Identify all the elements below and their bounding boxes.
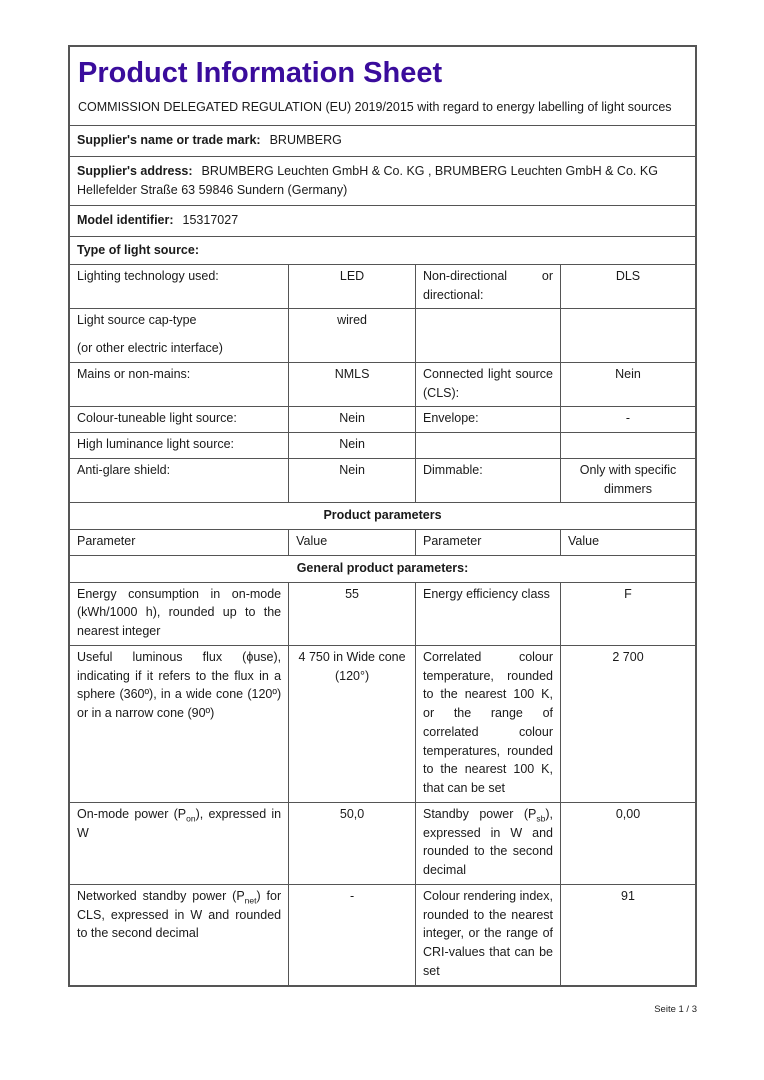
- directionality-value: DLS: [560, 264, 695, 309]
- on-mode-power-value: 50,0: [288, 802, 415, 884]
- col-header-parameter-2: Parameter: [415, 529, 560, 555]
- networked-standby-power-label-pre: Networked standby power (P: [77, 888, 245, 903]
- colour-tuneable-value: Nein: [288, 406, 415, 432]
- colour-rendering-index-value: 91: [560, 884, 695, 985]
- supplier-address-row: [70, 156, 695, 206]
- product-parameters-heading: Product parameters: [70, 502, 695, 529]
- dimmable-label: Dimmable:: [415, 458, 560, 503]
- envelope-value: -: [560, 406, 695, 432]
- correlated-colour-temperature-value: 2 700: [560, 645, 695, 802]
- energy-consumption-value: 55: [288, 582, 415, 645]
- cap-type-label-line2: (or other electric interface): [77, 341, 223, 355]
- supplier-name-label: Supplier's name or trade mark:: [77, 133, 261, 147]
- col-header-value-2: Value: [560, 529, 695, 555]
- anti-glare-value: Nein: [288, 458, 415, 503]
- energy-efficiency-class-value: F: [560, 582, 695, 645]
- cap-type-label-line1: Light source cap-type: [77, 313, 197, 328]
- page-title: Product Information Sheet: [78, 57, 443, 89]
- product-info-table: [68, 45, 697, 987]
- model-identifier-label: Model identifier:: [77, 213, 174, 228]
- col-header-parameter-1: Parameter: [70, 529, 288, 555]
- on-mode-power-label: [70, 802, 288, 884]
- on-mode-power-label-pre: On-mode power (P: [77, 806, 187, 821]
- energy-efficiency-class-label: Energy efficiency class: [415, 582, 560, 645]
- energy-consumption-label: Energy consumption in on-mode (kWh/1000 h), rounded up to the nearest integer: [70, 582, 288, 645]
- networked-standby-power-label: [70, 884, 288, 985]
- supplier-address-label: Supplier's address:: [77, 163, 193, 178]
- networked-standby-power-label-sub: net: [244, 895, 257, 906]
- model-identifier-row: [70, 205, 695, 236]
- colour-tuneable-label: Colour-tuneable light source:: [70, 406, 288, 432]
- model-identifier-value: 15317027: [182, 213, 239, 228]
- standby-power-value: 0,00: [560, 802, 695, 884]
- lighting-technology-value: LED: [288, 264, 415, 309]
- mains-label: Mains or non-mains:: [70, 362, 288, 407]
- correlated-colour-temperature-label: Correlated colour temperature, rounded to the nearest 100 K, or the range of correlated colour temperatures, rounded to the nearest 100 K, that can be set: [415, 645, 560, 802]
- anti-glare-label: Anti-glare shield:: [70, 458, 288, 503]
- dimmable-value: Only with specific dimmers: [560, 458, 695, 503]
- high-luminance-empty-value: [560, 432, 695, 458]
- supplier-address-value: BRUMBERG Leuchten GmbH & Co. KG , BRUMBERG Leuchten GmbH & Co. KG Hellefelder Straße 63 59846 Sundern (Germany): [77, 163, 658, 197]
- standby-power-label-post: ), expressed in W and rounded to the second decimal: [423, 806, 553, 877]
- useful-luminous-flux-value: 4 750 in Wide cone (120°): [288, 645, 415, 802]
- on-mode-power-label-post: ), expressed in W: [77, 806, 282, 840]
- general-product-parameters-heading: General product parameters:: [70, 555, 695, 582]
- networked-standby-power-label-post: ) for CLS, expressed in W and rounded to the second decimal: [77, 888, 282, 941]
- high-luminance-value: Nein: [288, 432, 415, 458]
- page-number: Seite 1 / 3: [654, 1004, 697, 1015]
- standby-power-label-sub: sb: [536, 813, 546, 824]
- cap-type-empty-label: [415, 308, 560, 362]
- cap-type-label: [70, 308, 288, 362]
- cap-type-empty-value: [560, 308, 695, 362]
- networked-standby-power-value: -: [288, 884, 415, 985]
- sheet-header: [70, 47, 695, 125]
- high-luminance-empty-label: [415, 432, 560, 458]
- connected-light-source-value: Nein: [560, 362, 695, 407]
- colour-rendering-index-label: Colour rendering index, rounded to the nearest integer, or the range of CRI-values that can be set: [415, 884, 560, 985]
- col-header-value-1: Value: [288, 529, 415, 555]
- useful-luminous-flux-label: Useful luminous flux (ϕuse), indicating if it refers to the flux in a sphere (360º), in a wide cone (120º) or in a narrow cone (90º): [70, 645, 288, 802]
- connected-light-source-label: Connected light source (CLS):: [415, 362, 560, 407]
- supplier-name-value: BRUMBERG: [269, 133, 342, 147]
- envelope-label: Envelope:: [415, 406, 560, 432]
- cap-type-value: wired: [288, 308, 415, 362]
- standby-power-label: [415, 802, 560, 884]
- regulation-subtitle: COMMISSION DELEGATED REGULATION (EU) 2019/2015 with regard to energy labelling of light sources: [78, 100, 672, 115]
- standby-power-label-pre: Standby power (P: [423, 806, 537, 821]
- mains-value: NMLS: [288, 362, 415, 407]
- type-of-light-source-heading: Type of light source:: [70, 236, 695, 264]
- lighting-technology-label: Lighting technology used:: [70, 264, 288, 309]
- high-luminance-label: High luminance light source:: [70, 432, 288, 458]
- supplier-name-row: [70, 125, 695, 156]
- on-mode-power-label-sub: on: [186, 813, 196, 824]
- directionality-label: Non-directional or directional:: [415, 264, 560, 309]
